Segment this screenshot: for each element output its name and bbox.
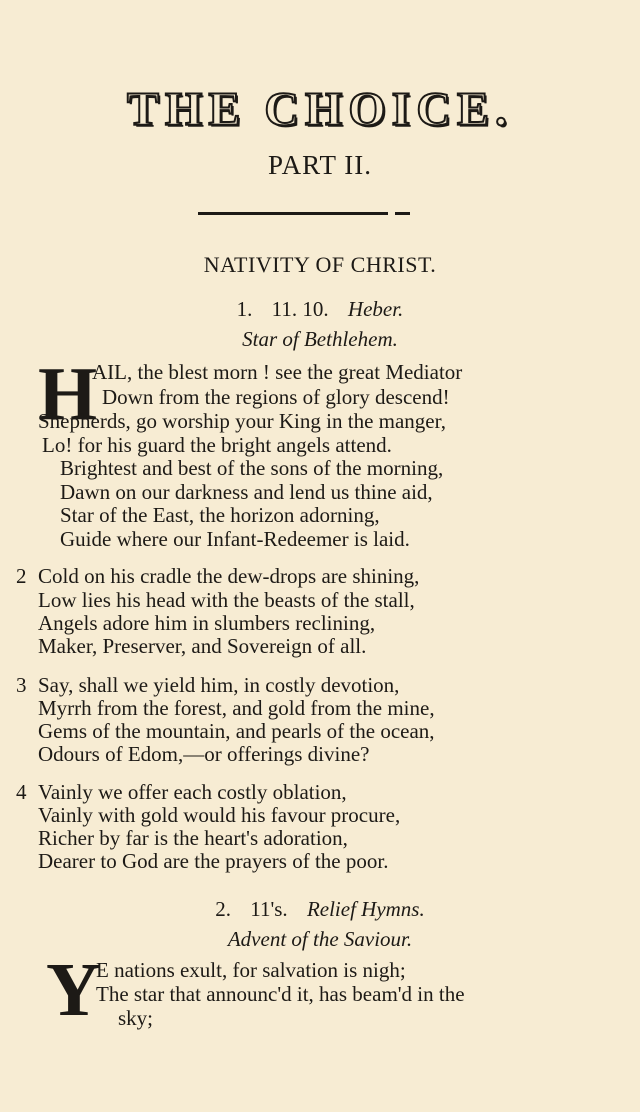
verse-line: E nations exult, for salvation is nigh; [96, 958, 406, 982]
part-heading: PART II. [268, 150, 372, 180]
hymn-author: Relief Hymns. [306, 897, 425, 921]
drop-cap: H [38, 352, 98, 436]
verse-line: Myrrh from the forest, and gold from the mine, [38, 696, 435, 720]
verse-number: 3 [16, 673, 27, 697]
verse-line: Shepherds, go worship your King in the manger, [38, 409, 447, 433]
verse-line: Dawn on our darkness and lend us thine aid, [60, 480, 433, 504]
verse-line: AIL, the blest morn ! see the great Mediator [92, 360, 463, 384]
divider-rule [198, 212, 410, 215]
page-title: THE CHOICE. [126, 83, 514, 136]
verse-line: Maker, Preserver, and Sovereign of all. [38, 634, 367, 658]
section-heading: NATIVITY OF CHRIST. [203, 252, 437, 277]
verse-number: 2 [16, 564, 27, 588]
divider-rule-tail [395, 212, 410, 215]
hymn-1-subtitle: Star of Bethlehem. [242, 327, 398, 351]
verse-line: Say, shall we yield him, in costly devotion, [38, 673, 400, 697]
verse-line: Gems of the mountain, and pearls of the ocean, [38, 719, 435, 743]
verse-line: Dearer to God are the prayers of the poor. [38, 849, 389, 873]
verse-line: sky; [118, 1006, 154, 1030]
hymn-number: 1. [236, 297, 253, 321]
verse-line: Down from the regions of glory descend! [102, 385, 450, 409]
hymn-1-meter-line [0, 297, 640, 322]
verse-line: The star that announc'd it, has beam'd in the [96, 982, 465, 1006]
hymn-2-meter-line [0, 897, 640, 922]
verse-line: Richer by far is the heart's adoration, [38, 826, 348, 850]
hymn-meter: 11. 10. [271, 297, 329, 321]
verse-line: Cold on his cradle the dew-drops are shining, [38, 564, 420, 588]
verse-line: Odours of Edom,—or offerings divine? [38, 742, 370, 766]
verse-line: Lo! for his guard the bright angels attend. [42, 433, 392, 457]
verse-number: 4 [16, 780, 27, 804]
verse-line: Low lies his head with the beasts of the stall, [38, 588, 415, 612]
hymn-meter: 11's. [250, 897, 288, 921]
hymn-author: Heber. [347, 297, 404, 321]
verse-line: Vainly with gold would his favour procure, [38, 803, 401, 827]
hymn-2-subtitle: Advent of the Saviour. [227, 927, 413, 951]
verse-line: Guide where our Infant-Redeemer is laid. [60, 527, 410, 551]
verse-line: Brightest and best of the sons of the morning, [60, 456, 444, 480]
verse-line: Star of the East, the horizon adorning, [60, 503, 380, 527]
verse-line: Angels adore him in slumbers reclining, [38, 611, 376, 635]
verse-line: Vainly we offer each costly oblation, [38, 780, 347, 804]
hymn-number: 2. [215, 897, 231, 921]
drop-cap: Y [46, 948, 101, 1032]
